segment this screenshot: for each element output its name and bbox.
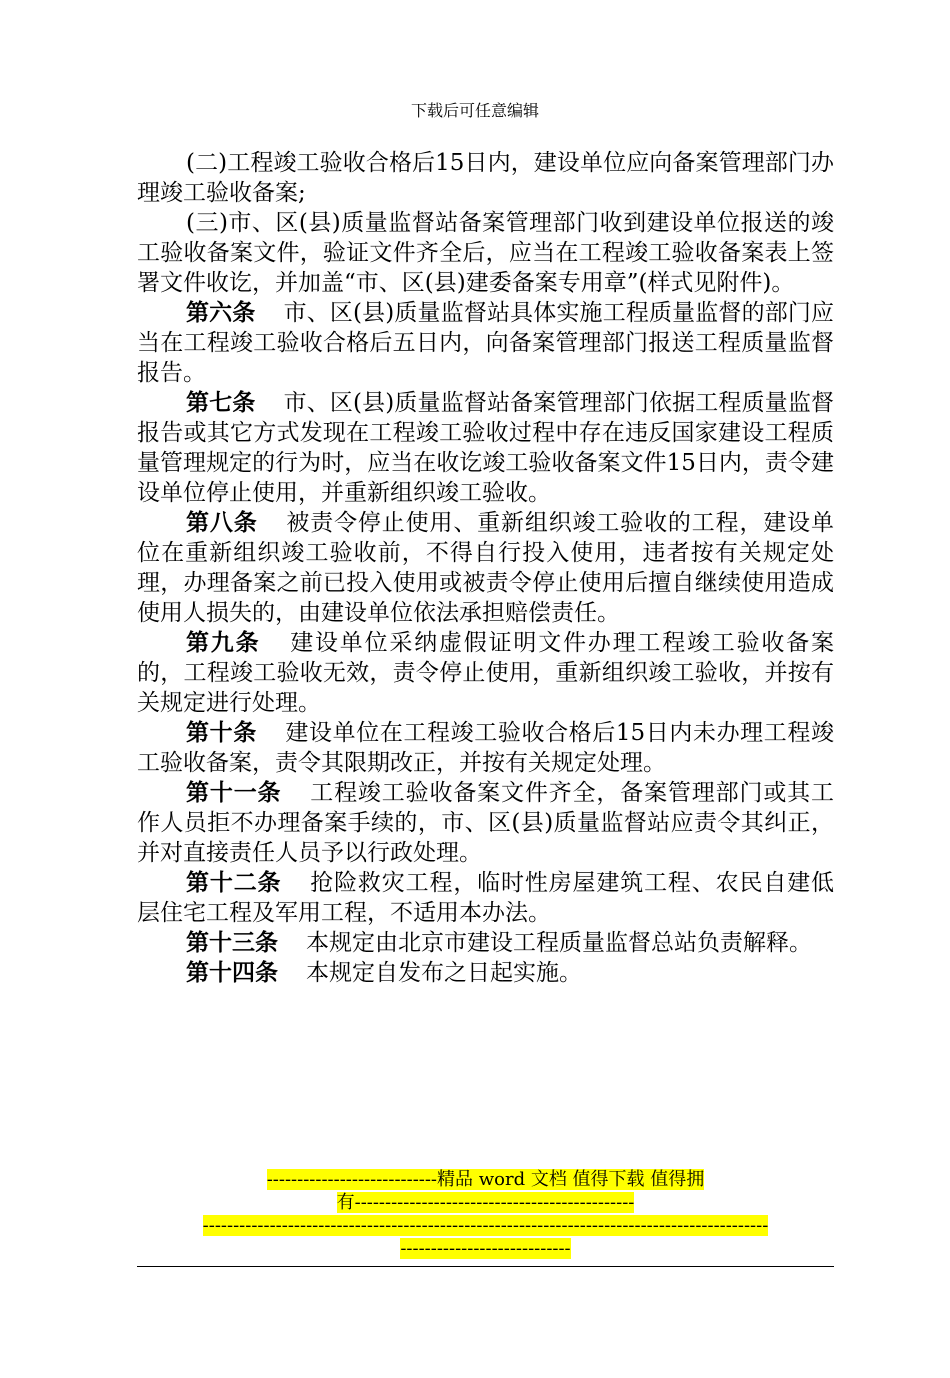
article-heading: 第十一条 bbox=[186, 780, 282, 806]
article-paragraph bbox=[137, 298, 834, 388]
paragraph bbox=[137, 208, 834, 298]
footer-watermark bbox=[137, 1168, 834, 1260]
article-heading: 第十三条 bbox=[186, 930, 278, 956]
article-paragraph bbox=[137, 958, 834, 988]
document-body bbox=[137, 148, 834, 988]
article-paragraph bbox=[137, 928, 834, 958]
footer-line-1: ----------------------------精品 word 文档 值得下载 值得拥 bbox=[266, 1169, 705, 1190]
article-text: 抢险救灾工程，临时性房屋建筑工程、农民自建低层住宅工程及军用工程，不适用本办法。 bbox=[137, 870, 835, 926]
article-text: 本规定由北京市建设工程质量监督总站负责解释。 bbox=[306, 930, 812, 956]
article-heading: 第十条 bbox=[186, 720, 257, 746]
paragraph-text: (二)工程竣工验收合格后15日内，建设单位应向备案管理部门办理竣工验收备案; bbox=[137, 150, 834, 206]
article-paragraph bbox=[137, 388, 834, 508]
article-text: 建设单位在工程竣工验收合格后15日内未办理工程竣工验收备案，责令其限期改正，并按有关规定处理。 bbox=[137, 720, 834, 776]
article-heading: 第七条 bbox=[186, 390, 256, 416]
footer-line-2: 有---------------------------------------------- bbox=[336, 1192, 635, 1213]
article-paragraph bbox=[137, 628, 834, 718]
footer-line-4: ---------------------------- bbox=[400, 1238, 571, 1259]
page-header: 下载后可任意编辑 bbox=[410, 101, 539, 120]
article-text: 工程竣工验收备案文件齐全，备案管理部门或其工作人员拒不办理备案手续的，市、区(县)质量监督站应责令其纠正，并对直接责任人员予以行政处理。 bbox=[137, 780, 835, 866]
article-paragraph bbox=[137, 508, 834, 628]
article-heading: 第十四条 bbox=[186, 960, 278, 986]
article-text: 市、区(县)质量监督站具体实施工程质量监督的部门应当在工程竣工验收合格后五日内，向备案管理部门报送工程质量监督报告。 bbox=[137, 300, 834, 386]
article-text: 被责令停止使用、重新组织竣工验收的工程，建设单位在重新组织竣工验收前，不得自行投入使用，违者按有关规定处理，办理备案之前已投入使用或被责令停止使用后擅自继续使用造成使用人损失的，由建设单位依法承担赔偿责任。 bbox=[137, 510, 835, 626]
article-text: 市、区(县)质量监督站备案管理部门依据工程质量监督报告或其它方式发现在工程竣工验收过程中存在违反国家建设工程质量管理规定的行为时，应当在收讫竣工验收备案文件15日内，责令建设单位停止使用，并重新组织竣工验收。 bbox=[137, 390, 834, 506]
paragraph-text: (三)市、区(县)质量监督站备案管理部门收到建设单位报送的竣工验收备案文件，验证文件齐全后，应当在工程竣工验收备案表上签署文件收讫，并加盖“市、区(县)建委备案专用章”(样式见附件)。 bbox=[137, 210, 834, 296]
paragraph bbox=[137, 148, 834, 208]
article-heading: 第十二条 bbox=[186, 870, 282, 896]
footer-divider bbox=[137, 1266, 834, 1267]
article-heading: 第九条 bbox=[186, 630, 261, 656]
article-text: 建设单位采纳虚假证明文件办理工程竣工验收备案的，工程竣工验收无效，责令停止使用，重新组织竣工验收，并按有关规定进行处理。 bbox=[137, 630, 835, 716]
article-paragraph bbox=[137, 868, 834, 928]
article-heading: 第八条 bbox=[186, 510, 258, 536]
article-heading: 第六条 bbox=[186, 300, 256, 326]
article-paragraph bbox=[137, 778, 834, 868]
article-text: 本规定自发布之日起实施。 bbox=[306, 960, 582, 986]
footer-line-3: --------------------------------------------------------------------------------------------- bbox=[202, 1215, 769, 1236]
article-paragraph bbox=[137, 718, 834, 778]
